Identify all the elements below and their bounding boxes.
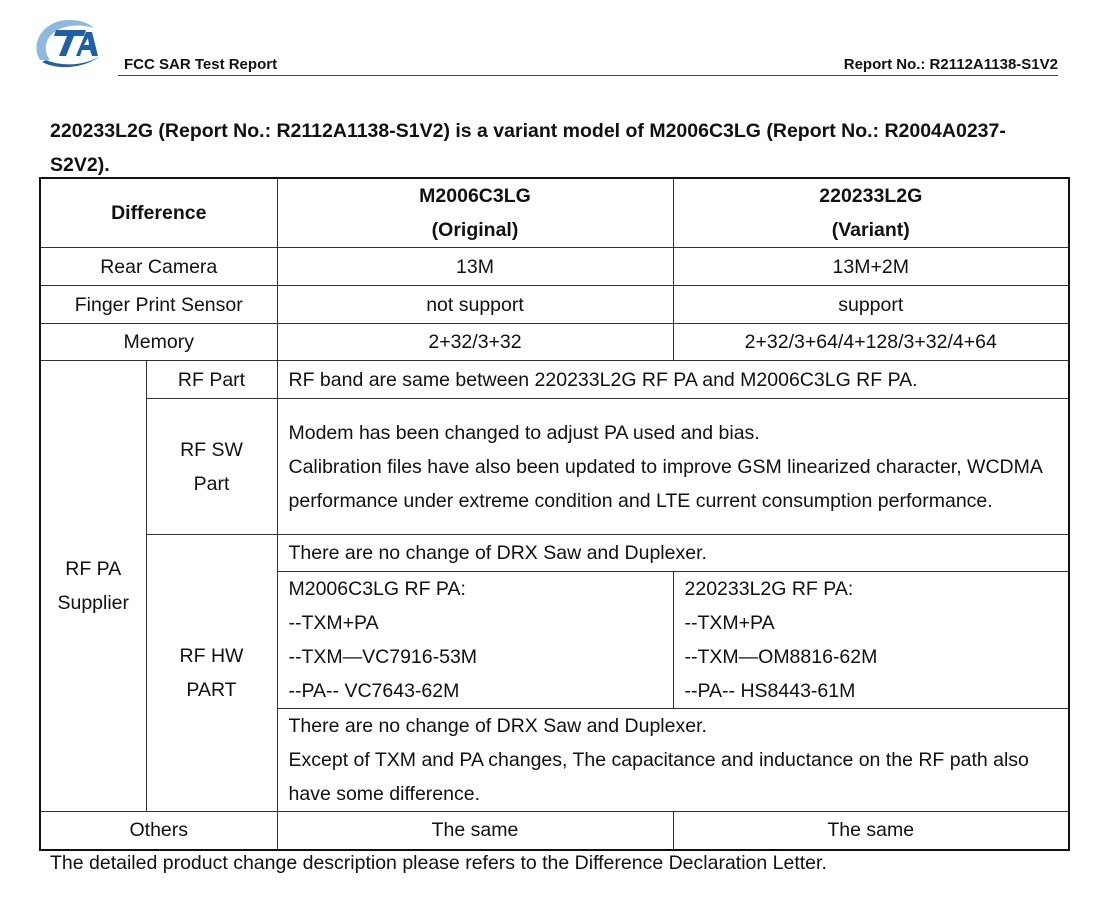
- label-line: PART: [186, 679, 237, 701]
- intro-statement: 220233L2G (Report No.: R2112A1138-S1V2) is a variant model of M2006C3LG (Report No.: R2004A0237-S2V2).: [50, 120, 1006, 176]
- rf-hw-note2: [277, 709, 1069, 812]
- variant-value: 13M+2M: [673, 248, 1069, 286]
- report-number: Report No.: R2112A1138-S1V2: [843, 56, 1058, 73]
- variant-value: The same: [673, 812, 1069, 850]
- label-line: RF SW: [180, 438, 243, 461]
- rf-part-text: RF band are same between 220233L2G RF PA and M2006C3LG RF PA.: [277, 361, 1069, 399]
- rf-hw-note1: There are no change of DRX Saw and Duplexer.: [277, 535, 1069, 572]
- original-value: not support: [277, 286, 673, 324]
- variant-model: 220233L2G: [819, 185, 923, 207]
- header-original: [277, 178, 673, 248]
- table-row-others: [40, 812, 1069, 850]
- rf-sw-part-label: [146, 399, 277, 535]
- header-divider: [118, 75, 1058, 76]
- row-label: Rear Camera: [40, 248, 277, 286]
- original-rf-pa: [277, 572, 673, 709]
- original-value: 13M: [277, 248, 673, 286]
- original-model: M2006C3LG: [419, 185, 531, 207]
- text-line: Modem has been changed to adjust PA used and bias.: [288, 421, 760, 444]
- report-title: FCC SAR Test Report: [124, 56, 278, 73]
- label-line: Supplier: [57, 592, 130, 614]
- header-variant: [673, 178, 1069, 248]
- table-row-rear-camera: [40, 248, 1069, 286]
- label-line: Part: [193, 472, 230, 495]
- footer-note: The detailed product change description please refers to the Difference Declaration Letter.: [50, 852, 827, 874]
- original-tag: (Original): [431, 219, 519, 241]
- company-logo: [32, 16, 104, 72]
- pa-line: --PA-- VC7643-62M: [288, 680, 460, 702]
- variant-value: 2+32/3+64/4+128/3+32/4+64: [673, 324, 1069, 361]
- pa-line: --PA-- HS8443-61M: [684, 680, 856, 702]
- difference-table: [39, 177, 1070, 851]
- text-line: Except of TXM and PA changes, The capacitance and inductance on the RF path also have some difference.: [288, 749, 1029, 805]
- table-row-memory: [40, 324, 1069, 361]
- label-line: RF HW: [179, 645, 244, 667]
- rf-hw-part-label: [146, 535, 277, 812]
- text-line: Calibration files have also been updated to improve GSM linearized character, WCDMA performance under extreme condition and LTE current consumption performance.: [288, 455, 1042, 512]
- pa-title: 220233L2G RF PA:: [684, 578, 854, 600]
- original-value: The same: [277, 812, 673, 850]
- table-header-row: [40, 178, 1069, 248]
- pa-line: --TXM+PA: [288, 612, 379, 634]
- rf-sw-part-text: [277, 399, 1069, 535]
- variant-tag: (Variant): [831, 219, 910, 241]
- variant-rf-pa: [673, 572, 1069, 709]
- label-line: RF PA: [65, 558, 122, 580]
- row-label: Memory: [40, 324, 277, 361]
- pa-line: --TXM—VC7916-53M: [288, 646, 478, 668]
- row-label: Finger Print Sensor: [40, 286, 277, 324]
- pa-title: M2006C3LG RF PA:: [288, 578, 466, 600]
- page-header: [0, 0, 1110, 80]
- table-row-rf-sw-part: [40, 399, 1069, 535]
- row-label: Others: [40, 812, 277, 850]
- pa-line: --TXM—OM8816-62M: [684, 646, 878, 668]
- header-difference: Difference: [40, 178, 277, 248]
- original-value: 2+32/3+32: [277, 324, 673, 361]
- table-row-rf-part: [40, 361, 1069, 399]
- table-row-finger-print: [40, 286, 1069, 324]
- rf-pa-supplier-label: [40, 361, 146, 812]
- table-row-rf-hw-note1: [40, 535, 1069, 572]
- text-line: There are no change of DRX Saw and Duplexer.: [288, 715, 707, 737]
- pa-line: --TXM+PA: [684, 612, 775, 634]
- variant-value: support: [673, 286, 1069, 324]
- rf-part-label: RF Part: [146, 361, 277, 399]
